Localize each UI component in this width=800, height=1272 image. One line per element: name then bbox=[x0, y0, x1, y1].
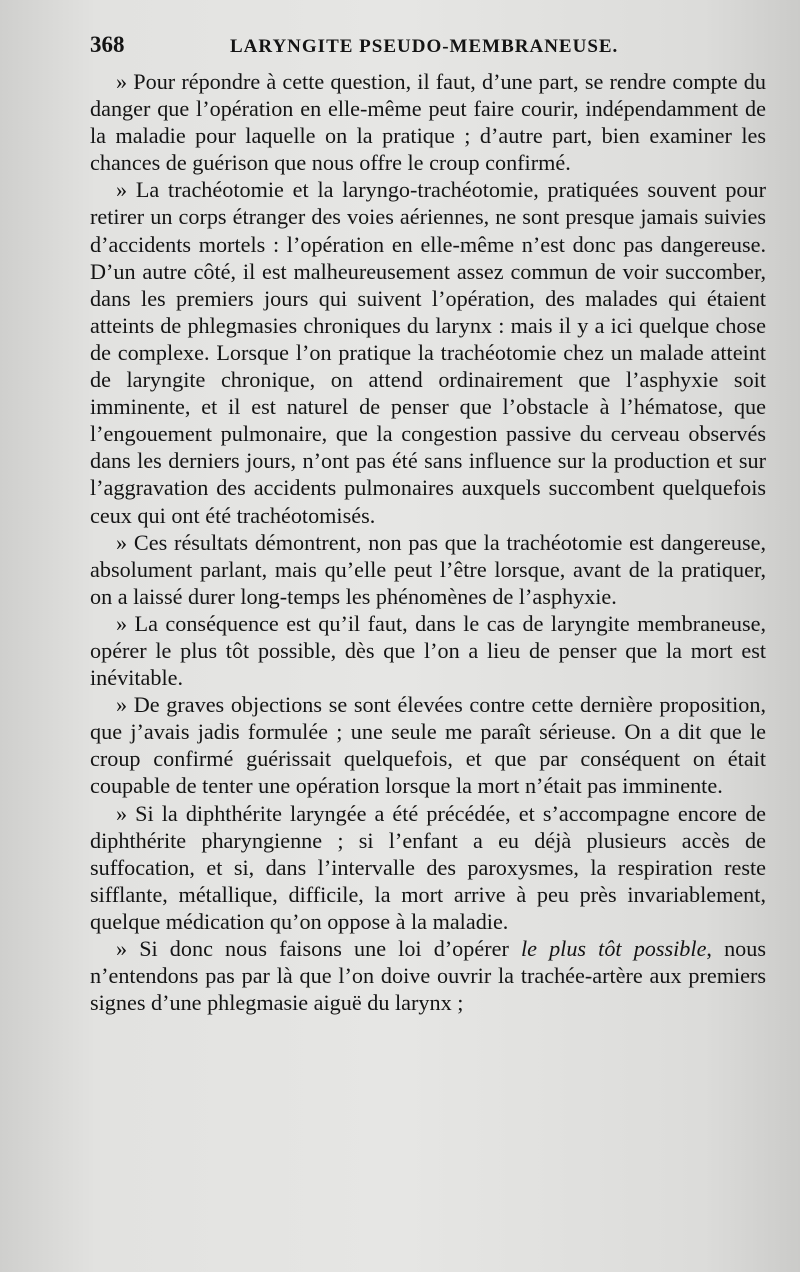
paragraph-2: » La trachéotomie et la laryngo-trachéotomie, pratiquées souvent pour retirer un corps étranger des voies aériennes, ne sont presque jamais suivies d’accidents mortels : l’opération en elle-même n’est donc pas dangereuse. D’un autre côté, il est malheureusement assez commun de voir succomber, dans les premiers jours qui suivent l’opération, des malades qui étaient atteints de phlegmasies chroniques du larynx : mais il y a ici quelque chose de complexe. Lorsque l’on pratique la trachéotomie chez un malade atteint de laryngite chronique, on attend ordinairement que l’asphyxie soit imminente, et il est naturel de penser que l’obstacle à l’hématose, que l’engouement pulmonaire, que la congestion passive du cerveau observés dans les derniers jours, n’ont pas été sans influence sur la production et sur l’aggravation des accidents pulmonaires auxquels succombent quelquefois ceux qui ont été trachéotomisés. bbox=[90, 177, 766, 528]
paragraph-7 bbox=[90, 935, 766, 1016]
paragraph-4: » La conséquence est qu’il faut, dans le cas de laryngite membraneuse, opérer le plus tôt possible, dès que l’on a lieu de penser que la mort est inévitable. bbox=[90, 610, 766, 691]
paragraph-3: » Ces résultats démontrent, non pas que la trachéotomie est dangereuse, absolument parlant, mais qu’elle peut l’être lorsque, avant de la pratiquer, on a laissé durer long-temps les phénomènes de l’asphyxie. bbox=[90, 529, 766, 609]
paragraph-7-start: » Si donc nous faisons une loi d’opérer bbox=[116, 936, 521, 961]
running-head: LARYNGITE PSEUDO-MEMBRANEUSE. bbox=[230, 36, 619, 57]
paragraph-7-end: , nous n’entendons pas par là que l’on doive ouvrir la trachée-artère aux premiers signes d’une phlegmasie aiguë du larynx ; bbox=[90, 936, 766, 1016]
paragraph-7-italic: le plus tôt possible bbox=[520, 936, 707, 961]
paragraph-6: » Si la diphthérite laryngée a été précédée, et s’accompagne encore de diphthérite pharyngienne ; si l’enfant a eu déjà plusieurs accès de suffocation, et si, dans l’intervalle des paroxysmes, la respiration reste sifflante, métallique, difficile, la mort arrive à peu près invariablement, quelque médication qu’on oppose à la maladie. bbox=[90, 800, 766, 934]
body-text bbox=[90, 68, 766, 1016]
paragraph-5: » De graves objections se sont élevées contre cette dernière proposition, que j’avais jadis formulée ; une seule me paraît sérieuse. On a dit que le croup confirmé guérissait quelquefois, et que par conséquent on était coupable de tenter une opération lorsque la mort n’était pas imminente. bbox=[90, 692, 766, 799]
page-number: 368 bbox=[90, 32, 125, 57]
page-header bbox=[90, 32, 766, 62]
paragraph-1: » Pour répondre à cette question, il faut, d’une part, se rendre compte du danger que l’opération en elle-même peut faire courir, indépendamment de la maladie pour laquelle on la pratique ; d’autre part, bien examiner les chances de guérison que nous offre le croup confirmé. bbox=[90, 69, 766, 176]
